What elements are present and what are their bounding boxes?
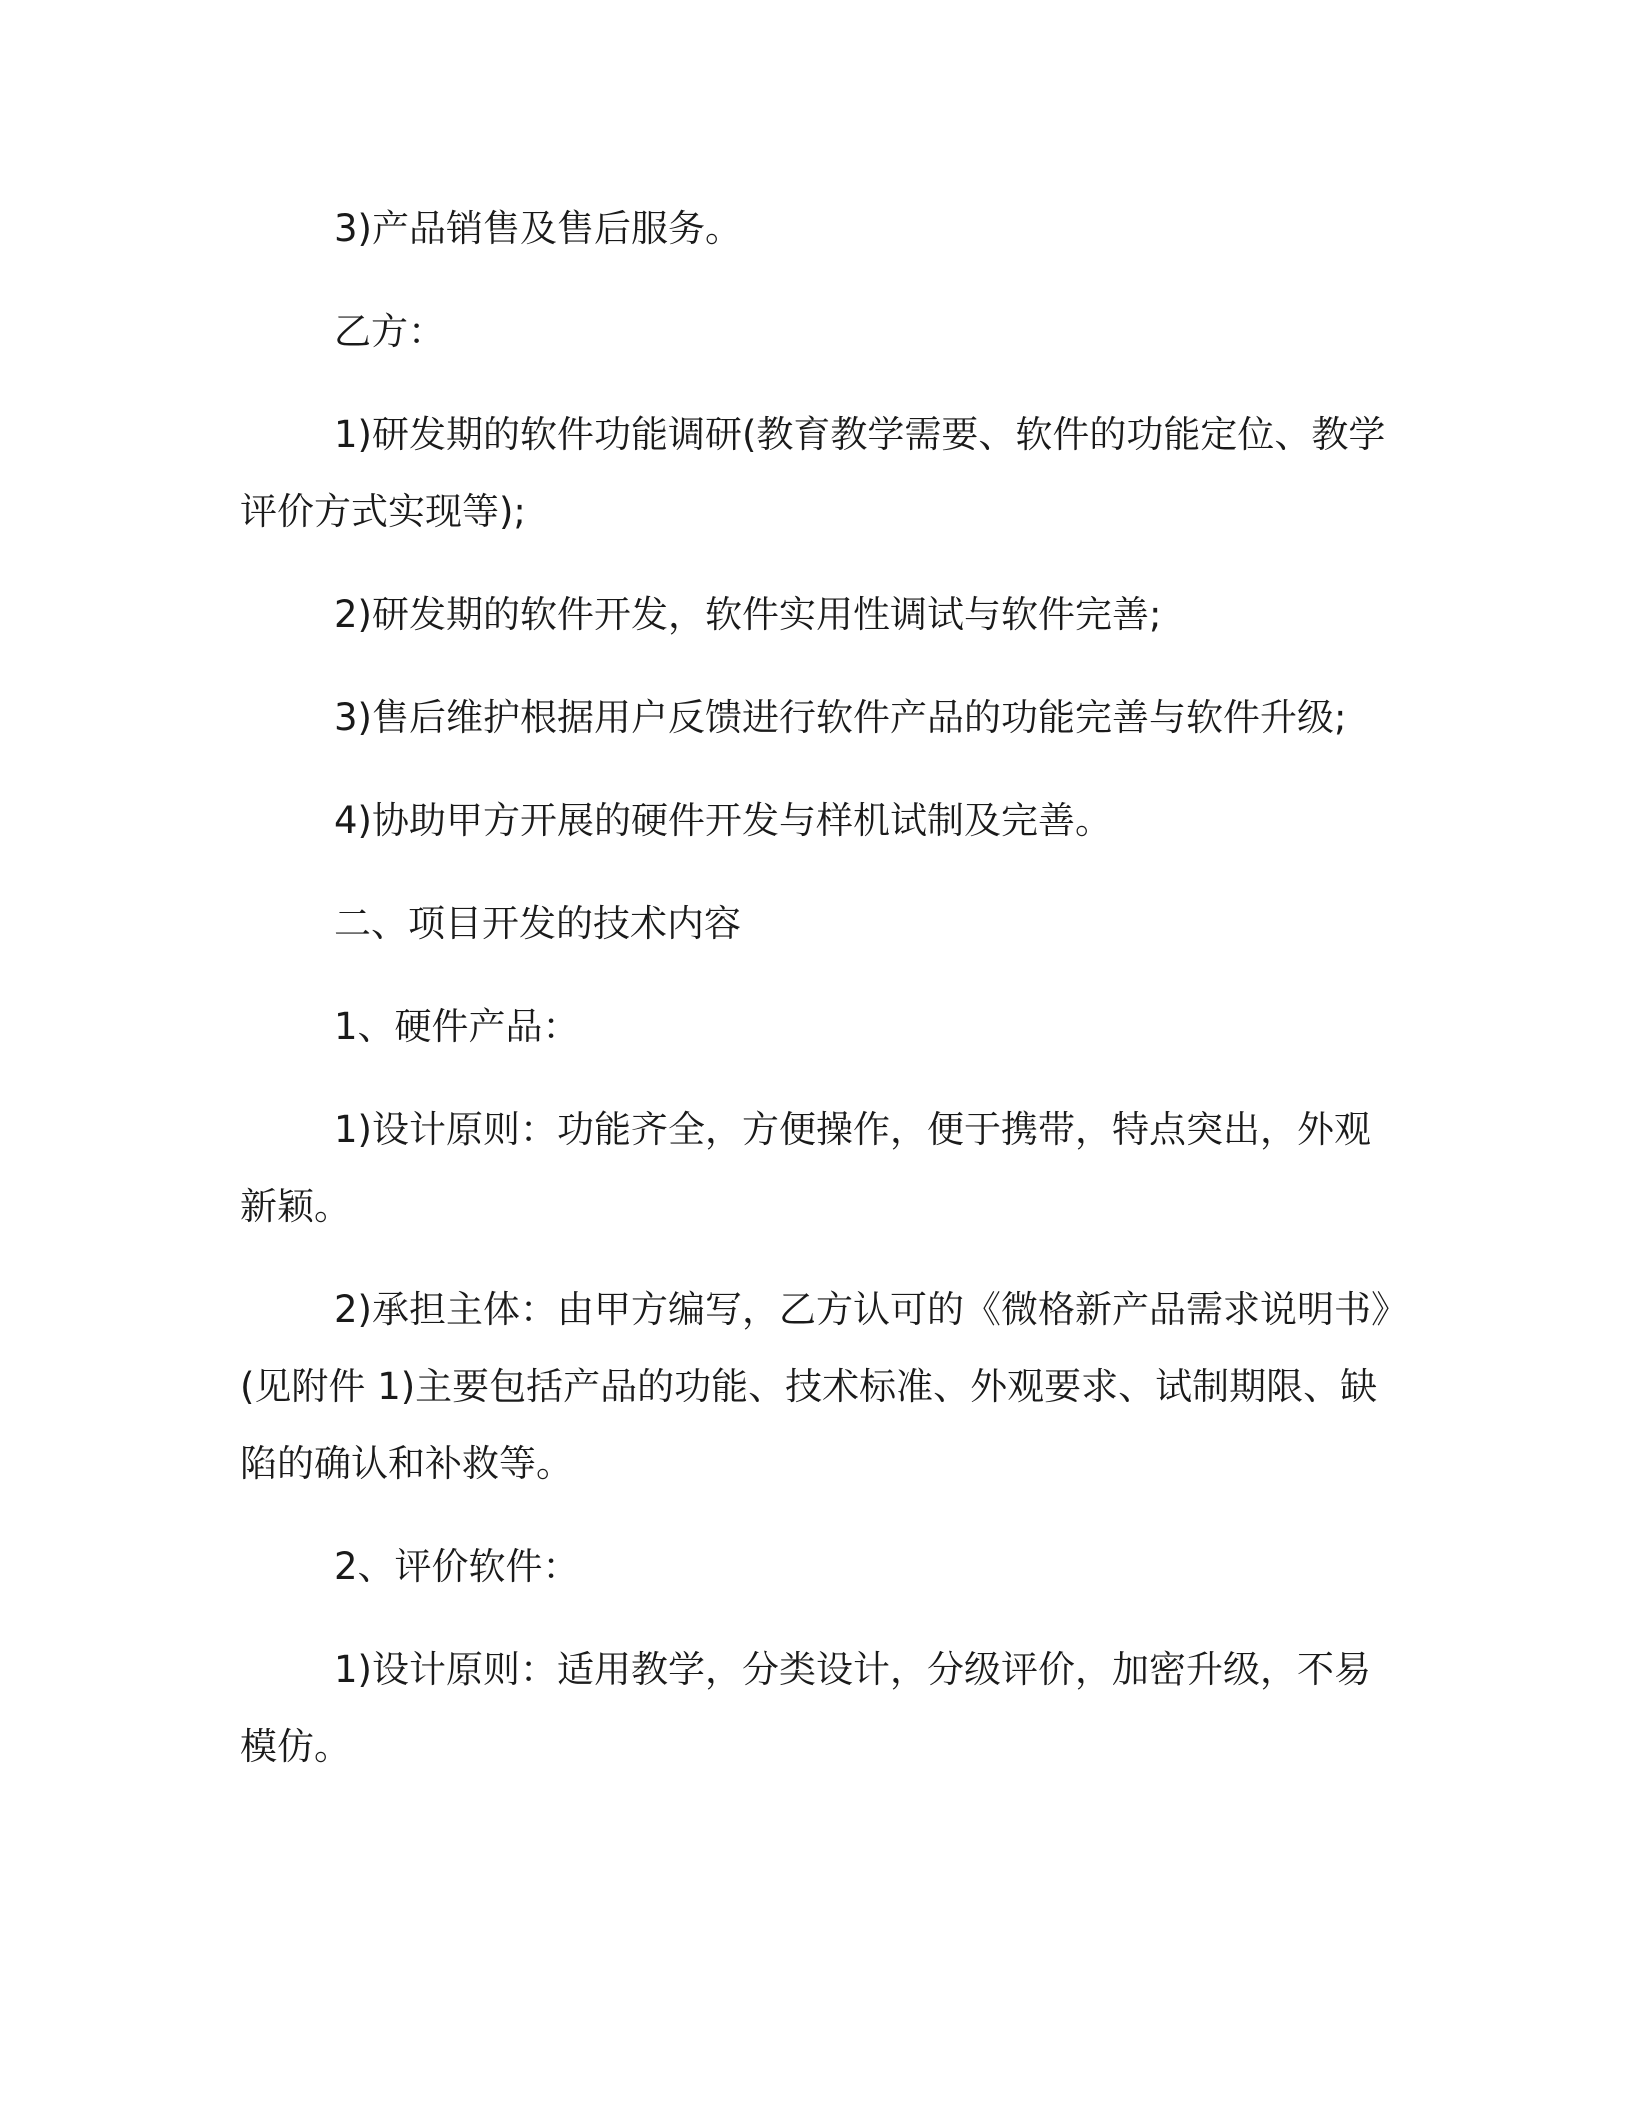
paragraph <box>240 1271 1408 1502</box>
paragraph-line: 新颖。 <box>240 1185 351 1228</box>
paragraph-line: 1)研发期的软件功能调研(教育教学需要、软件的功能定位、教学 <box>334 413 1386 456</box>
paragraph-line: 1)设计原则：功能齐全，方便操作，便于携带，特点突出，外观 <box>334 1108 1371 1151</box>
paragraph-line: 乙方： <box>334 310 445 353</box>
paragraph-line: (见附件 1)主要包括产品的功能、技术标准、外观要求、试制期限、缺 <box>240 1365 1378 1408</box>
paragraph <box>240 1631 1390 1785</box>
paragraph-line: 3)产品销售及售后服务。 <box>334 207 742 250</box>
paragraph-line: 评价方式实现等); <box>240 490 526 533</box>
paragraph <box>240 396 1390 550</box>
paragraph <box>240 190 1390 267</box>
subsection-heading <box>240 988 1390 1065</box>
paragraph-line: 1)设计原则：适用教学，分类设计，分级评价，加密升级，不易 <box>334 1648 1371 1691</box>
paragraph <box>240 782 1390 859</box>
section-heading <box>240 885 1390 962</box>
subsection-heading <box>240 1528 1390 1605</box>
paragraph-line: 2、评价软件： <box>334 1545 580 1588</box>
paragraph-line: 2)研发期的软件开发，软件实用性调试与软件完善; <box>334 593 1162 636</box>
paragraph-line: 3)售后维护根据用户反馈进行软件产品的功能完善与软件升级; <box>334 696 1347 739</box>
paragraph-line: 4)协助甲方开展的硬件开发与样机试制及完善。 <box>334 799 1112 842</box>
paragraph-line: 陷的确认和补救等。 <box>240 1442 573 1485</box>
paragraph-line: 模仿。 <box>240 1725 351 1768</box>
paragraph-line: 1、硬件产品： <box>334 1005 580 1048</box>
paragraph-line: 2)承担主体：由甲方编写，乙方认可的《微格新产品需求说明书》 <box>334 1288 1408 1331</box>
paragraph <box>240 1091 1390 1245</box>
paragraph <box>240 293 1390 370</box>
paragraph <box>240 679 1390 756</box>
paragraph <box>240 576 1390 653</box>
document-body <box>240 190 1408 1811</box>
paragraph-line: 二、项目开发的技术内容 <box>334 902 741 945</box>
